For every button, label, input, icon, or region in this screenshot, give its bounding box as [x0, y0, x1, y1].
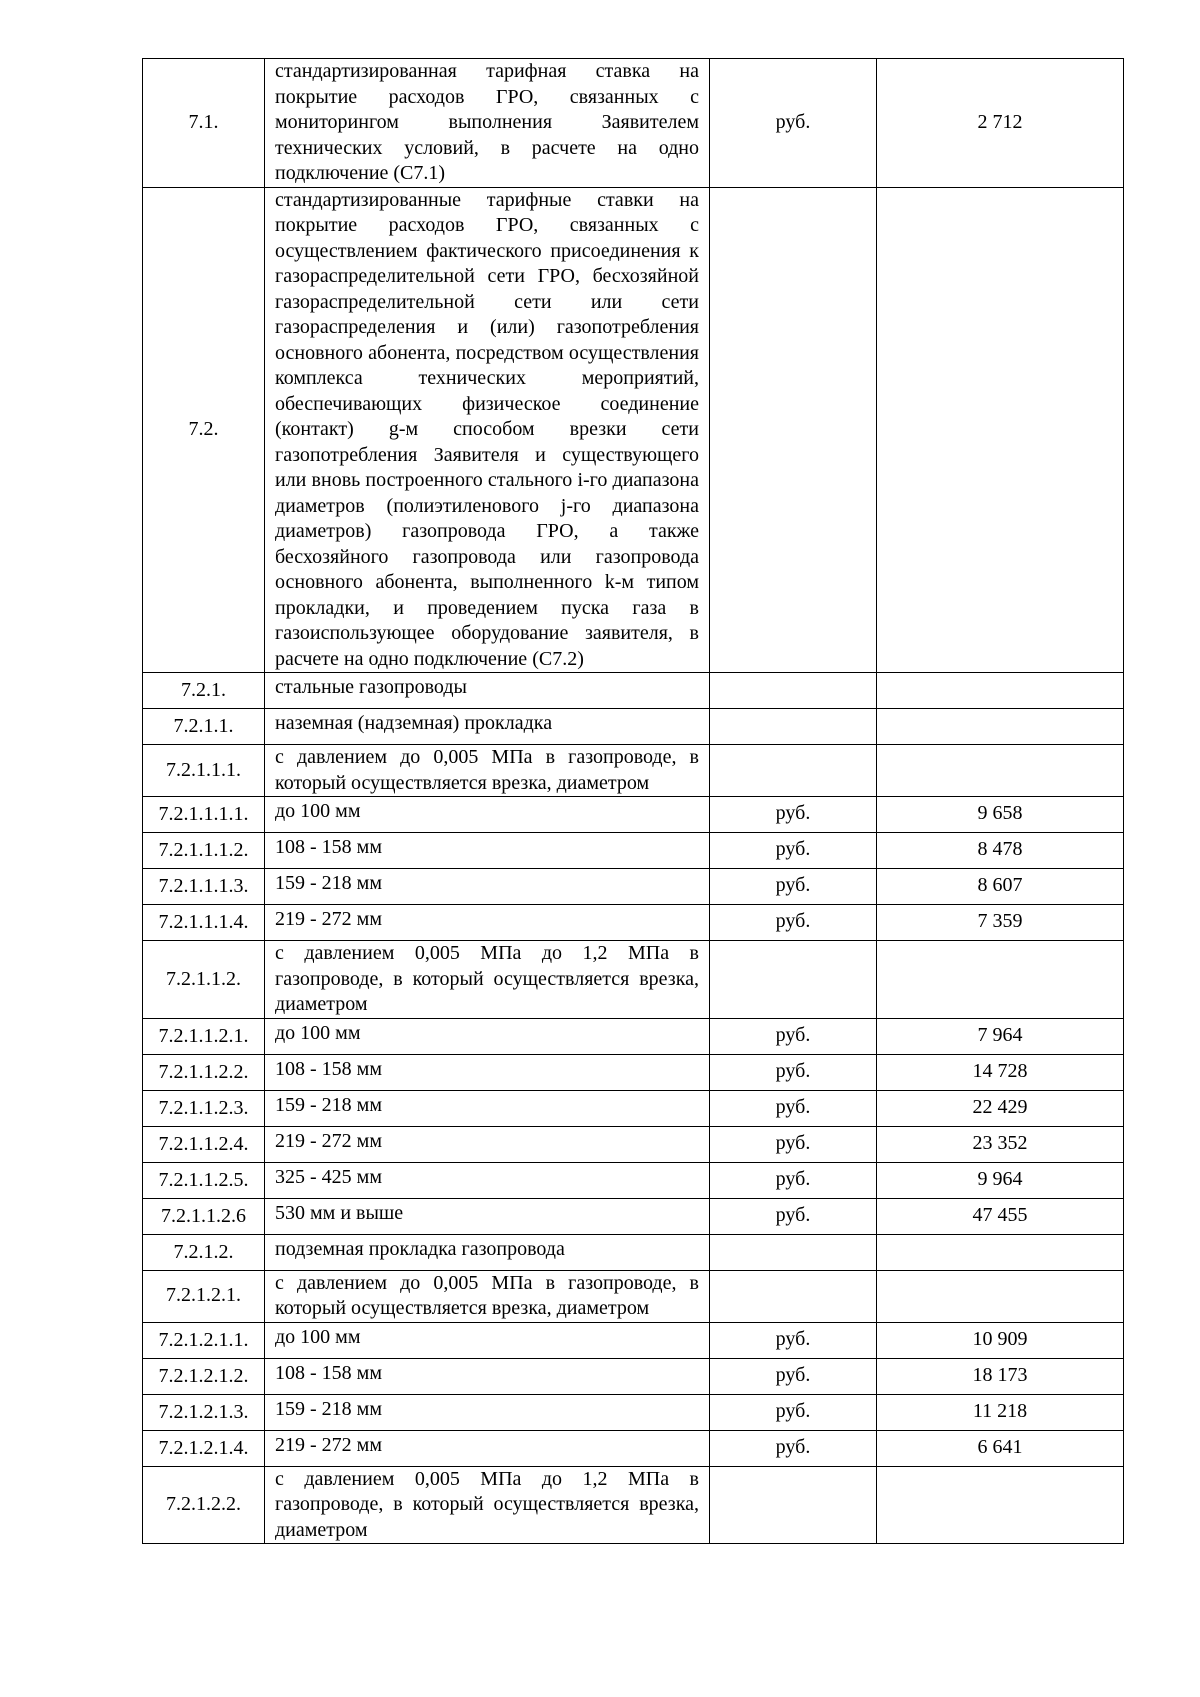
row-unit: руб.: [710, 1198, 877, 1234]
table-row: [143, 1234, 1124, 1270]
row-unit: [710, 941, 877, 1019]
row-unit: руб.: [710, 869, 877, 905]
table-row: [143, 1322, 1124, 1358]
row-number: 7.2.1.1.1.1.: [143, 797, 265, 833]
row-unit: руб.: [710, 797, 877, 833]
row-unit: [710, 1234, 877, 1270]
row-unit: руб.: [710, 59, 877, 188]
row-description: до 100 мм: [265, 1018, 710, 1054]
table-row: [143, 187, 1124, 673]
table-row: [143, 1430, 1124, 1466]
row-number: 7.2.1.2.: [143, 1234, 265, 1270]
row-value: 2 712: [877, 59, 1124, 188]
row-description: 219 - 272 мм: [265, 1430, 710, 1466]
row-number: 7.2.1.1.2.6: [143, 1198, 265, 1234]
table-row: [143, 941, 1124, 1019]
row-description: стандартизированная тарифная ставка на покрытие расходов ГРО, связанных с мониторингом выполнения Заявителем технических условий, в расчете на одно подключение (С7.1): [265, 59, 710, 188]
row-number: 7.2.1.1.2.1.: [143, 1018, 265, 1054]
row-description: стандартизированные тарифные ставки на покрытие расходов ГРО, связанных с осуществлением фактического присоединения к газораспределительной сети ГРО, бесхозяйной газораспределительной сети или сети газораспределения и (или) газопотребления основного абонента, посредством осуществления комплекса технических мероприятий, обеспечивающих физическое соединение (контакт) g-м способом врезки сети газопотребления Заявителя и существующего или вновь построенного стального i-го диапазона диаметров (полиэтиленового j-го диапазона диаметров) газопровода ГРО, а также бесхозяйного газопровода или газопровода основного абонента, выполненного k-м типом прокладки, и проведением пуска газа в газоиспользующее оборудование заявителя, в расчете на одно подключение (С7.2): [265, 187, 710, 673]
row-number: 7.2.1.1.1.: [143, 745, 265, 797]
row-value: [877, 187, 1124, 673]
row-value: 11 218: [877, 1394, 1124, 1430]
table-row: [143, 745, 1124, 797]
row-number: 7.2.1.2.1.3.: [143, 1394, 265, 1430]
row-value: [877, 1270, 1124, 1322]
row-unit: руб.: [710, 1054, 877, 1090]
row-value: [877, 941, 1124, 1019]
table-row: [143, 709, 1124, 745]
row-unit: [710, 187, 877, 673]
row-number: 7.2.1.1.2.4.: [143, 1126, 265, 1162]
row-number: 7.2.: [143, 187, 265, 673]
table-row: [143, 1126, 1124, 1162]
row-value: 8 607: [877, 869, 1124, 905]
table-row: [143, 1198, 1124, 1234]
row-value: 18 173: [877, 1358, 1124, 1394]
row-description: 219 - 272 мм: [265, 905, 710, 941]
row-description: 219 - 272 мм: [265, 1126, 710, 1162]
row-unit: руб.: [710, 1018, 877, 1054]
row-unit: [710, 1466, 877, 1544]
row-unit: [710, 1270, 877, 1322]
row-description: 108 - 158 мм: [265, 833, 710, 869]
row-unit: руб.: [710, 1162, 877, 1198]
row-value: [877, 1234, 1124, 1270]
row-unit: руб.: [710, 833, 877, 869]
row-value: 14 728: [877, 1054, 1124, 1090]
row-value: 7 964: [877, 1018, 1124, 1054]
row-description: с давлением до 0,005 МПа в газопроводе, в который осуществляется врезка, диаметром: [265, 745, 710, 797]
table-row: [143, 905, 1124, 941]
row-number: 7.2.1.1.: [143, 709, 265, 745]
row-unit: руб.: [710, 1430, 877, 1466]
table-row: [143, 59, 1124, 188]
table-row: [143, 1090, 1124, 1126]
row-value: 9 964: [877, 1162, 1124, 1198]
row-value: 47 455: [877, 1198, 1124, 1234]
row-description: 325 - 425 мм: [265, 1162, 710, 1198]
row-value: [877, 1466, 1124, 1544]
row-description: с давлением 0,005 МПа до 1,2 МПа в газопроводе, в который осуществляется врезка, диаметром: [265, 1466, 710, 1544]
row-value: 7 359: [877, 905, 1124, 941]
row-value: 22 429: [877, 1090, 1124, 1126]
row-unit: [710, 673, 877, 709]
table-row: [143, 1466, 1124, 1544]
row-value: 8 478: [877, 833, 1124, 869]
row-number: 7.2.1.2.1.2.: [143, 1358, 265, 1394]
row-number: 7.2.1.1.1.3.: [143, 869, 265, 905]
row-unit: руб.: [710, 1090, 877, 1126]
table-row: [143, 1270, 1124, 1322]
row-value: 9 658: [877, 797, 1124, 833]
row-number: 7.2.1.1.2.2.: [143, 1054, 265, 1090]
row-unit: [710, 709, 877, 745]
row-description: подземная прокладка газопровода: [265, 1234, 710, 1270]
row-value: 10 909: [877, 1322, 1124, 1358]
row-number: 7.2.1.1.2.5.: [143, 1162, 265, 1198]
row-number: 7.2.1.2.1.: [143, 1270, 265, 1322]
table-row: [143, 833, 1124, 869]
tariff-table: [142, 58, 1124, 1544]
row-unit: руб.: [710, 1322, 877, 1358]
row-value: [877, 745, 1124, 797]
row-description: стальные газопроводы: [265, 673, 710, 709]
table-row: [143, 1394, 1124, 1430]
row-description: 108 - 158 мм: [265, 1358, 710, 1394]
row-number: 7.2.1.2.1.1.: [143, 1322, 265, 1358]
row-unit: руб.: [710, 1358, 877, 1394]
table-row: [143, 869, 1124, 905]
row-description: 108 - 158 мм: [265, 1054, 710, 1090]
row-unit: [710, 745, 877, 797]
row-description: 159 - 218 мм: [265, 1394, 710, 1430]
row-description: 530 мм и выше: [265, 1198, 710, 1234]
table-row: [143, 1054, 1124, 1090]
row-description: наземная (надземная) прокладка: [265, 709, 710, 745]
row-value: [877, 709, 1124, 745]
row-number: 7.2.1.1.1.4.: [143, 905, 265, 941]
table-row: [143, 673, 1124, 709]
table-row: [143, 1162, 1124, 1198]
row-unit: руб.: [710, 1126, 877, 1162]
row-description: с давлением до 0,005 МПа в газопроводе, в который осуществляется врезка, диаметром: [265, 1270, 710, 1322]
row-description: до 100 мм: [265, 797, 710, 833]
row-description: с давлением 0,005 МПа до 1,2 МПа в газопроводе, в который осуществляется врезка, диаметром: [265, 941, 710, 1019]
row-description: до 100 мм: [265, 1322, 710, 1358]
row-number: 7.2.1.1.2.: [143, 941, 265, 1019]
row-description: 159 - 218 мм: [265, 869, 710, 905]
row-number: 7.2.1.2.2.: [143, 1466, 265, 1544]
row-number: 7.2.1.2.1.4.: [143, 1430, 265, 1466]
row-value: 23 352: [877, 1126, 1124, 1162]
row-number: 7.1.: [143, 59, 265, 188]
table-row: [143, 1018, 1124, 1054]
row-description: 159 - 218 мм: [265, 1090, 710, 1126]
row-value: [877, 673, 1124, 709]
row-number: 7.2.1.1.1.2.: [143, 833, 265, 869]
table-row: [143, 1358, 1124, 1394]
row-unit: руб.: [710, 1394, 877, 1430]
row-unit: руб.: [710, 905, 877, 941]
table-row: [143, 797, 1124, 833]
row-number: 7.2.1.1.2.3.: [143, 1090, 265, 1126]
row-number: 7.2.1.: [143, 673, 265, 709]
row-value: 6 641: [877, 1430, 1124, 1466]
